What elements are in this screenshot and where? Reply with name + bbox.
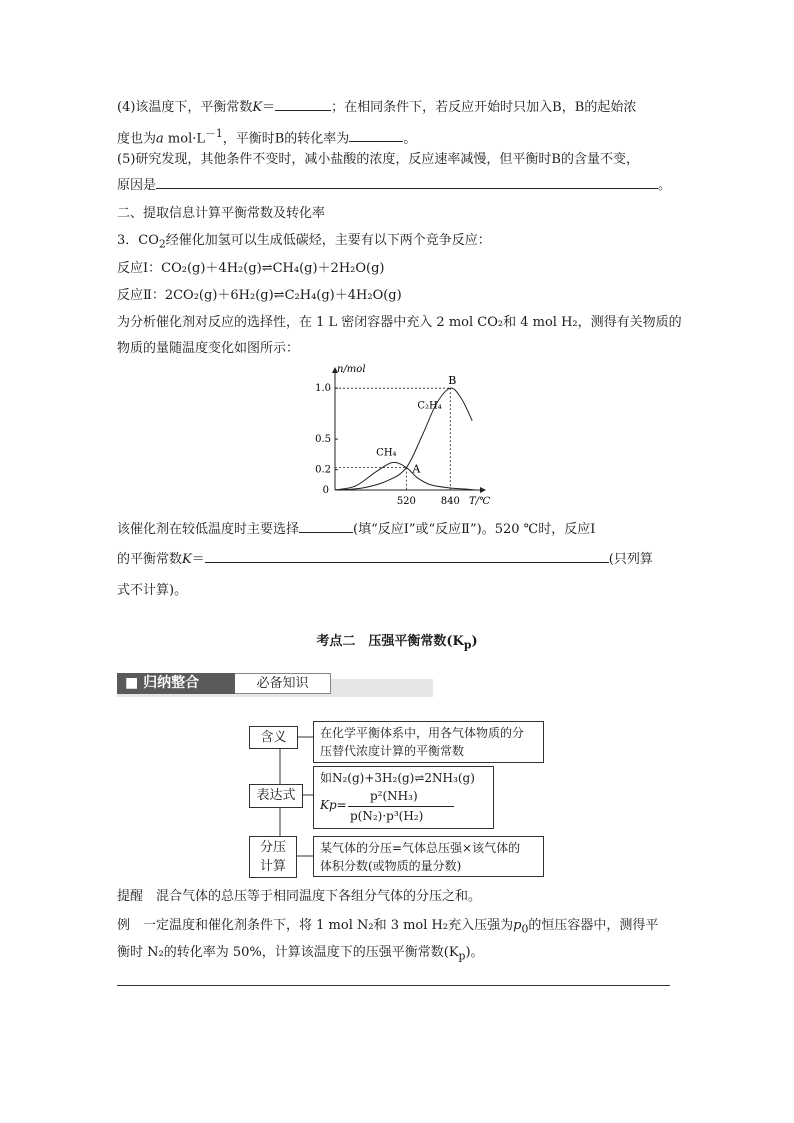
- x-axis-arrow: [480, 487, 486, 493]
- temperature-amount-chart: [305, 364, 491, 507]
- series-line: [335, 388, 472, 490]
- banner-light-tab: 必备知识: [235, 673, 331, 694]
- partial-label-box: 分压 计算: [249, 836, 297, 878]
- example-line1: 例 一定温度和催化剂条件下，将 1 mol N₂和 3 mol H₂充入压强为$p_0$的恒压容器中，测得平: [117, 918, 659, 936]
- point-label: A: [412, 462, 421, 476]
- chart-labels: [315, 364, 490, 507]
- q3-after2: 的平衡常数K＝ (只列算: [117, 547, 677, 573]
- answer-blank-reason[interactable]: [156, 174, 658, 189]
- x-tick-label: 840: [440, 496, 460, 507]
- reaction-2: 反应Ⅱ：2CO₂(g)＋6H₂(g)⇌C₂H₄(g)＋4H₂O(g): [117, 288, 402, 303]
- banner-dark-tab: ■ 归纳整合: [117, 673, 235, 694]
- kp-formula: Kp= p²(NH₃) p(N₂)·p³(H₂): [320, 787, 487, 827]
- tip: 提醒 混合气体的总压等于相同温度下各组分气体的分压之和。: [117, 889, 482, 904]
- q3-after1: 该催化剂在较低温度时主要选择 (填“反应Ⅰ”或“反应Ⅱ”)。520 ℃时，反应Ⅰ: [117, 517, 677, 543]
- expression-label-box: 表达式: [249, 784, 303, 808]
- answer-blank-k[interactable]: [275, 96, 331, 111]
- x-tick-label: 520: [396, 496, 416, 507]
- q4-line1: (4)该温度下，平衡常数K＝ ；在相同条件下，若反应开始时只加入B，B的起始浓: [117, 95, 677, 121]
- answer-line[interactable]: [117, 985, 670, 986]
- series-label: CH₄: [376, 447, 397, 459]
- expression-box: 如N₂(g)+3H₂(g)⇌2NH₃(g) Kp= p²(NH₃) p(N₂)·p³(H₂): [313, 766, 494, 829]
- q3-desc1: 为分析催化剂对反应的选择性，在 1 L 密闭容器中充入 2 mol CO₂和 4 mol H₂，测得有关物质的: [117, 315, 682, 330]
- y-tick-label: 0.2: [315, 464, 331, 476]
- meaning-label-box: 含义: [249, 726, 298, 749]
- series-line: [335, 462, 475, 490]
- series-label: C₂H₄: [417, 400, 442, 412]
- section-heading: 二、提取信息计算平衡常数及转化率: [117, 206, 326, 221]
- fraction-bar: [348, 806, 454, 807]
- answer-blank-conversion[interactable]: [349, 127, 403, 142]
- q3-after3: 式不计算)。: [117, 583, 188, 598]
- q5-line1: (5)研究发现，其他条件不变时，减小盐酸的浓度，反应速率减慢，但平衡时B的含量不变，: [117, 152, 639, 167]
- example-line2: 衡时 N₂的转化率为 50%，计算该温度下的压强平衡常数$(K_p)$。: [117, 945, 484, 963]
- chart-axes: [332, 367, 486, 493]
- q3-desc2: 物质的量随温度变化如图所示：: [117, 341, 300, 356]
- q4-line2: 度也为a $mol\cdot L^{-1}$，平衡时B的转化率为 。: [117, 127, 417, 147]
- partial-text-box: 某气体的分压=气体总压强×该气体的 体积分数(或物质的量分数): [313, 836, 544, 877]
- point-label: B: [448, 374, 457, 388]
- y-tick-label: 0: [322, 485, 329, 496]
- y-tick-label: 0.5: [315, 434, 331, 446]
- q3-intro: 3．$CO_2$经催化加氢可以生成低碳烃，主要有以下两个竞争反应：: [117, 233, 491, 251]
- answer-blank-k-expression[interactable]: [205, 548, 609, 563]
- chart-series: [335, 388, 475, 490]
- x-axis-label: T/℃: [469, 496, 491, 507]
- y-tick-label: 1.0: [315, 383, 331, 395]
- meaning-text-box: 在化学平衡体系中，用各气体物质的分 压替代浓度计算的平衡常数: [313, 721, 544, 763]
- reaction-1: 反应Ⅰ：CO₂(g)＋4H₂(g)⇌CH₄(g)＋2H₂O(g): [117, 261, 385, 276]
- kp-section-title: 考点二 压强平衡常数$(K_p)$: [316, 634, 478, 652]
- q5-line2: 原因是 。: [117, 173, 677, 199]
- y-axis-label: n/mol: [337, 364, 366, 375]
- summary-banner: [117, 673, 433, 697]
- answer-blank-selection[interactable]: [299, 518, 353, 533]
